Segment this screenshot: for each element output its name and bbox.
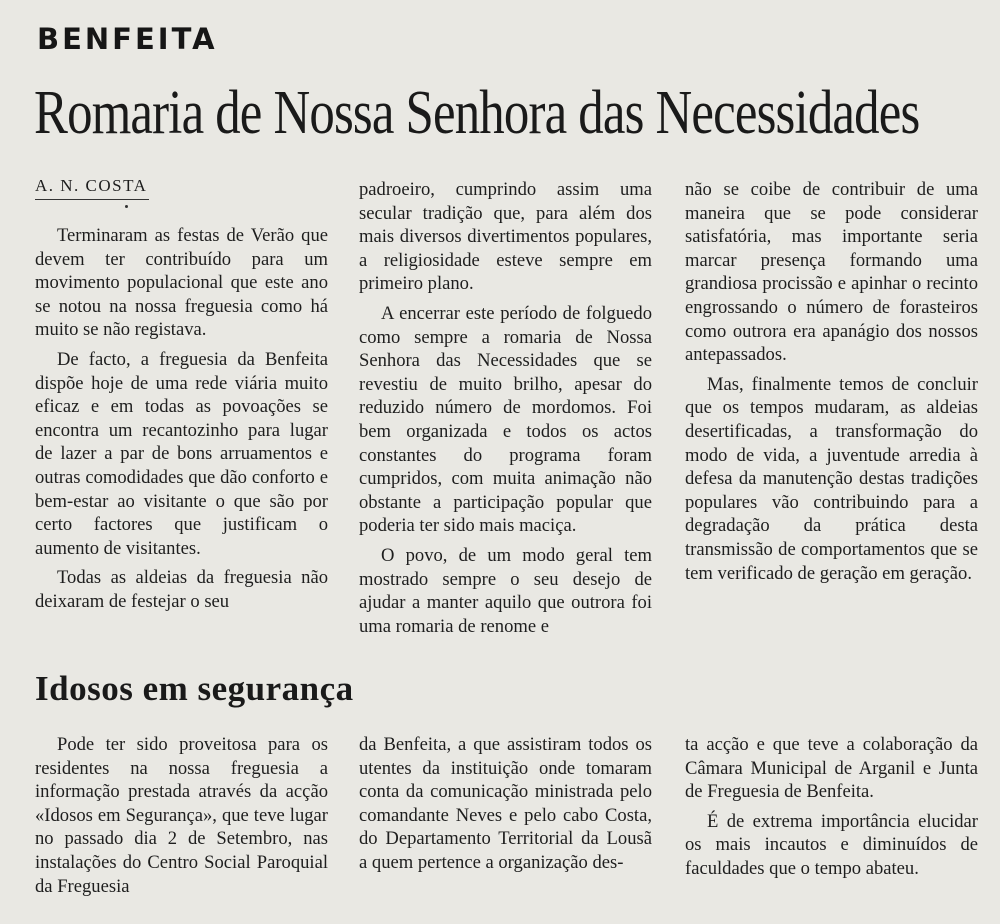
paragraph: Terminaram as festas de Verão que devem ter contribuído para um movimento populacional que este ano se notou na nossa freguesia como há muito se não registava. — [35, 225, 328, 341]
article2-column-2 — [359, 733, 652, 881]
paragraph: Todas as aldeias da freguesia não deixaram de festejar o seu — [35, 567, 328, 612]
article1-column-2 — [359, 178, 652, 644]
paragraph: Pode ter sido proveitosa para os residentes na nossa freguesia a informação prestada através da acção «Idosos em Segurança», que teve lugar no passado dia 2 de Setembro, nas instalações do Centro Social Paroquial da Freguesia — [35, 734, 328, 897]
paragraph: ta acção e que teve a colaboração da Câmara Municipal de Arganil e Junta de Freguesia de Benfeita. — [685, 734, 978, 803]
byline: A. N. COSTA — [35, 176, 149, 200]
section-label: BENFEITA — [37, 22, 218, 56]
article1-column-3 — [685, 178, 978, 591]
paragraph: É de extrema importância elucidar os mais incautos e diminuídos de faculdades que o tempo abateu. — [685, 810, 978, 879]
paragraph: da Benfeita, a que assistiram todos os utentes da instituição onde tomaram conta da comunicação ministrada pelo comandante Neves e pelo cabo Costa, do Departamento Territorial da Lousã a quem pertence a organização des- — [359, 734, 652, 873]
paragraph: não se coibe de contribuir de uma maneira que se pode considerar satisfatória, mas importante seria marcar presença formando uma grandiosa procissão e apinhar o recinto engrossando o número de forasteiros como outrora era apanágio dos nossos antepassados. — [685, 179, 978, 366]
article-headline: Romaria de Nossa Senhora das Necessidades — [34, 79, 920, 147]
paragraph: padroeiro, cumprindo assim uma secular tradição que, para além dos mais diversos divertimentos populares, a religiosidade esteve sempre em primeiro plano. — [359, 179, 652, 295]
article2-column-1 — [35, 733, 328, 904]
paragraph: De facto, a freguesia da Benfeita dispõe hoje de uma rede viária muito eficaz e em todas as povoações se encontra um recantozinho para lugar de lazer a par de bons arruamentos e outras comodidades que dão conforto e bem-estar ao visitante o que são por certo factores que justificam o aumento de visitantes. — [35, 348, 328, 559]
paragraph: O povo, de um modo geral tem mostrado sempre o seu desejo de ajudar a manter aquilo que outrora foi uma romaria de renome e — [359, 544, 652, 637]
subheadline: Idosos em segurança — [35, 669, 354, 708]
paragraph: A encerrar este período de folguedo como sempre a romaria de Nossa Senhora das Necessidades que se revestiu de muito brilho, apesar do reduzido número de mordomos. Foi bem organizada e todos os actos constantes do programa foram cumpridos, com muita animação não obstante a participação popular que poderia ter sido mais maciça. — [359, 302, 652, 537]
paragraph: Mas, finalmente temos de concluir que os tempos mudaram, as aldeias desertificadas, a transformação do modo de vida, a juventude arredia à defesa da manutenção destas tradições populares vão contribuindo para a degradação da prática desta transmissão de comportamentos que se tem verificado de geração em geração. — [685, 373, 978, 584]
article1-column-1 — [35, 224, 328, 620]
ink-dot — [125, 205, 128, 208]
article2-column-3 — [685, 733, 978, 887]
